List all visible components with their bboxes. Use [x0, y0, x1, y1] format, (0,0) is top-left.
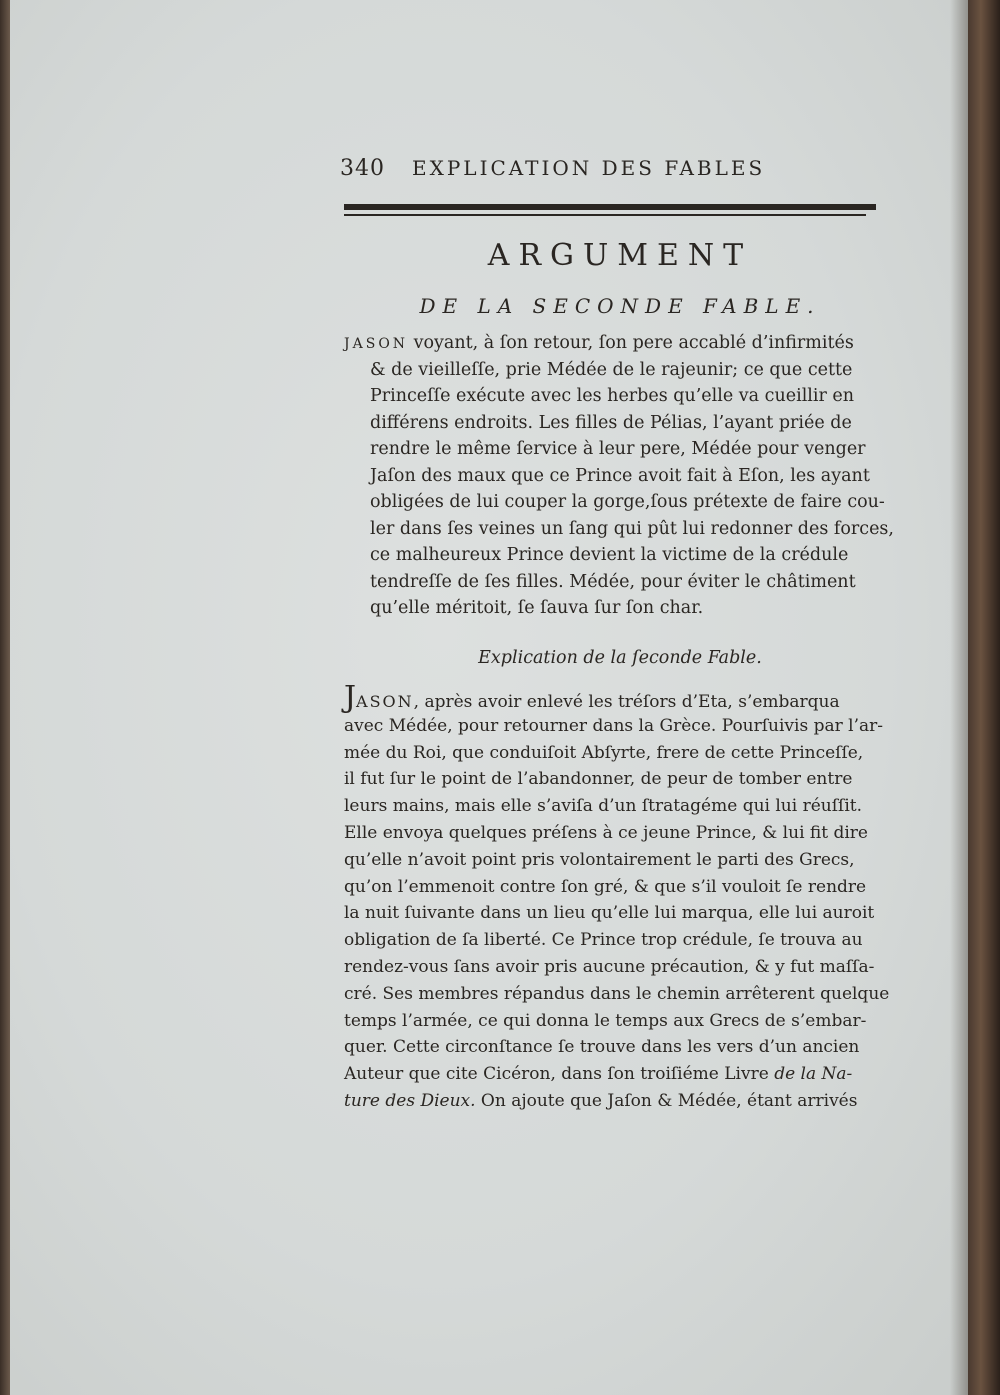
argument-lead-word: JASON	[344, 336, 409, 352]
book-left-edge	[0, 0, 10, 1395]
book-right-edge	[968, 0, 1000, 1395]
argument-line: Princeſſe exécute avec les herbes qu’elle va cueillir en	[370, 386, 855, 406]
explication-line: mée du Roi, que conduiſoit Abſyrte, frere de cette Princeſſe,	[344, 742, 864, 763]
header-rule	[344, 204, 876, 218]
explication-line: quer. Cette circonſtance ſe trouve dans les vers d’un ancien	[344, 1037, 860, 1058]
explication-line	[344, 1061, 894, 1088]
argument-subtitle: DE LA SECONDE FABLE.	[419, 294, 821, 318]
explication-italic-title: ture des Dieux.	[344, 1090, 476, 1111]
argument-line: rendre le même ſervice à leur pere, Médée pour venger	[370, 439, 866, 459]
explication-line: avec Médée, pour retourner dans la Grèce. Pourſuivis par l’ar-	[344, 715, 883, 736]
header-rule-thin	[344, 214, 866, 216]
page-header	[340, 152, 880, 188]
argument-line-text: voyant, à ſon retour, ſon pere accablé d’infirmités	[408, 333, 854, 353]
explication-line: rendez-vous ſans avoir pris aucune précaution, & y fut maſſa-	[344, 956, 875, 977]
explication-line-text: , après avoir enlevé les tréſors d’Eta, s’embarqua	[413, 692, 840, 712]
drop-cap: J	[344, 680, 357, 715]
argument-line: différens endroits. Les filles de Pélias, l’ayant priée de	[370, 412, 852, 433]
argument-line	[344, 330, 894, 357]
explication-lead-caps: ASON	[356, 692, 414, 711]
argument-title: ARGUMENT	[487, 238, 753, 273]
header-rule-thick	[344, 204, 876, 210]
explication-line: obligation de ſa liberté. Ce Prince trop crédule, ſe trouva au	[344, 930, 863, 951]
argument-line: & de vieilleſſe, prie Médée de le rajeunir; ce que cette	[370, 359, 853, 380]
argument-line: qu’elle méritoit, ſe ſauva ſur ſon char.	[370, 598, 704, 618]
running-head: EXPLICATION DES FABLES	[412, 156, 766, 180]
explication-line-text: Auteur que cite Cicéron, dans ſon troiſiéme Livre	[344, 1064, 775, 1085]
explication-line: Elle envoya quelques préſens à ce jeune Prince, & lui fit dire	[344, 822, 868, 843]
argument-line: tendreſſe de ſes filles. Médée, pour éviter le châtiment	[370, 571, 856, 592]
explication-italic-title: de la Na-	[774, 1064, 853, 1085]
page-gutter-shadow	[950, 0, 968, 1395]
explication-line: cré. Ses membres répandus dans le chemin arrêterent quelque	[344, 983, 890, 1004]
explication-line: leurs mains, mais elle s’aviſa d’un ſtratagéme qui lui réuſſit.	[344, 796, 862, 817]
argument-paragraph	[344, 330, 894, 622]
explication-line: il fut ſur le point de l’abandonner, de peur de tomber entre	[344, 769, 853, 790]
page-number: 340	[340, 156, 385, 181]
explication-line-text: On ajoute que Jaſon & Médée, étant arrivés	[475, 1090, 858, 1111]
argument-line: obligées de lui couper la gorge,ſous prétexte de faire cou-	[370, 492, 885, 512]
explication-line	[344, 680, 894, 715]
explication-line: temps l’armée, ce qui donna le temps aux Grecs de s’embar-	[344, 1010, 867, 1031]
explication-paragraph	[344, 680, 894, 1115]
argument-line: ler dans ſes veines un ſang qui pût lui redonner des forces,	[370, 518, 894, 539]
argument-line: Jaſon des maux que ce Prince avoit fait à Eſon, les ayant	[370, 465, 870, 486]
argument-line: ce malheureux Prince devient la victime de la crédule	[370, 545, 849, 565]
explication-line: qu’on l’emmenoit contre ſon gré, & que s’il vouloit ſe rendre	[344, 876, 867, 897]
explication-line	[344, 1088, 894, 1115]
explication-heading: Explication de la ſeconde Fable.	[478, 648, 762, 668]
explication-line: qu’elle n’avoit point pris volontairement le parti des Grecs,	[344, 849, 855, 870]
explication-line: la nuit ſuivante dans un lieu qu’elle lui marqua, elle lui auroit	[344, 903, 875, 924]
